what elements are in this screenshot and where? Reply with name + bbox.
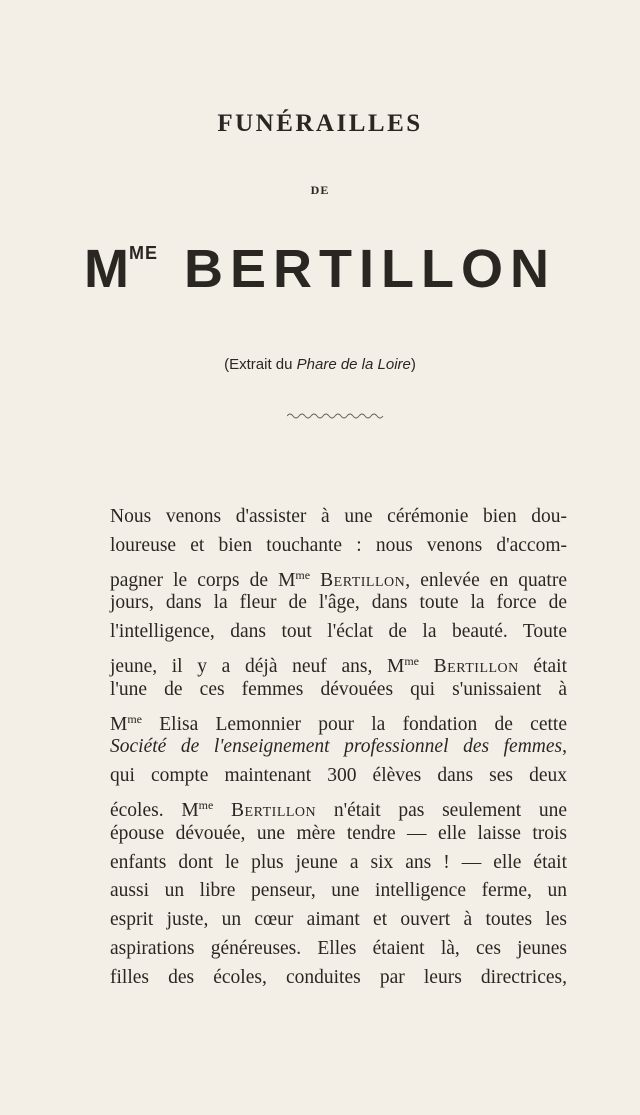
article-body <box>110 503 567 993</box>
body-line: loureuse et bien touchante : nous venons d'accom- <box>110 534 567 556</box>
body-line: enfants dont le plus jeune a six ans ! — elle était <box>110 851 567 873</box>
honorific-letter: M <box>84 239 129 299</box>
page-title: FUNÉRAILLES <box>217 110 423 137</box>
surname: BERTILLON <box>184 239 556 299</box>
body-line: jours, dans la fleur de l'âge, dans toute la force de <box>110 592 567 614</box>
wavy-ornament-icon <box>287 410 387 420</box>
body-line: $M^{me}$ Elisa Lemonnier pour la fondation de cette <box>110 711 567 735</box>
honorific <box>84 239 184 299</box>
body-line: Nous venons d'assister à une cérémonie bien dou- <box>110 506 567 527</box>
deceased-name <box>0 238 640 300</box>
body-line: aspirations généreuses. Elles étaient là, ces jeunes <box>110 937 567 959</box>
source-open: (Extrait du <box>224 356 297 373</box>
body-line: Société de l'enseignement professionnel des femmes, <box>110 736 567 758</box>
body-line: écoles. $M^{me}$ Bertillon n'était pas seulement une <box>110 797 567 821</box>
body-line: filles des écoles, conduites par leurs directrices, <box>110 966 567 988</box>
body-line: jeune, il y a déjà neuf ans, $M^{me}$ Bertillon était <box>110 653 567 677</box>
body-line: aussi un libre penseur, une intelligence ferme, un <box>110 880 567 902</box>
source-close: ) <box>410 356 416 373</box>
body-line: qui compte maintenant 300 élèves dans ses deux <box>110 765 567 787</box>
source-note <box>0 356 640 373</box>
body-line: esprit juste, un cœur aimant et ouvert à toutes les <box>110 909 567 931</box>
honorific-superscript: ME <box>129 243 158 263</box>
title-connector: DE <box>310 183 330 197</box>
body-line: l'une de ces femmes dévouées qui s'unissaient à <box>110 678 567 700</box>
source-publication: Phare de la Loire <box>296 356 411 373</box>
body-line: pagner le corps de $M^{me}$ Bertillon, enlevée en quatre <box>110 567 568 591</box>
body-line: l'intelligence, dans tout l'éclat de la beauté. Toute <box>110 621 567 643</box>
body-line: épouse dévouée, une mère tendre — elle laisse trois <box>110 822 567 844</box>
